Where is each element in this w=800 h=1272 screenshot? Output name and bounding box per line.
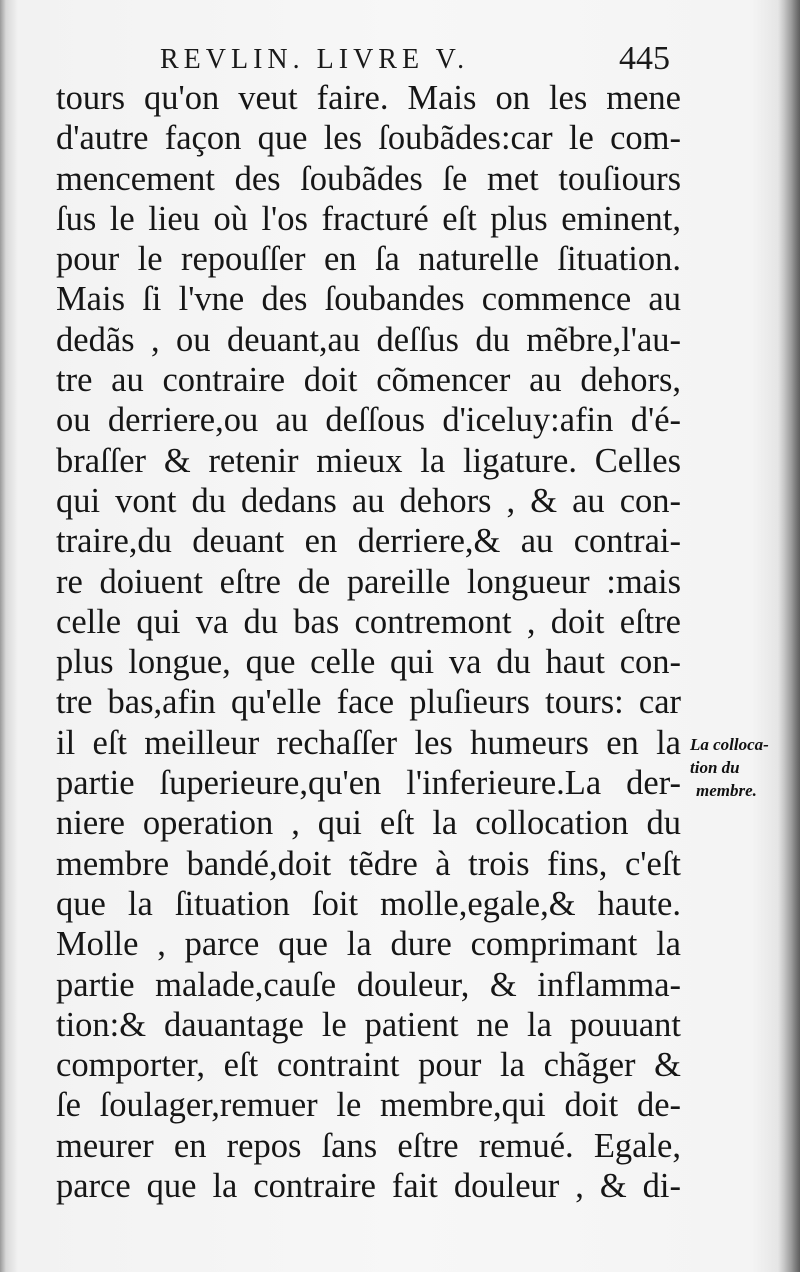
running-head xyxy=(160,40,670,80)
marginal-note xyxy=(690,733,796,802)
marginal-note-line: tion du xyxy=(690,758,740,777)
text-line: tre bas,afin qu'elle face pluſieurs tours: car xyxy=(56,683,681,722)
page-edge-shadow xyxy=(778,0,800,1272)
text-line: qui vont du dedans au dehors , & au con- xyxy=(56,481,681,520)
text-line: tre au contraire doit cõmencer au dehors, xyxy=(56,361,681,400)
text-line: tion:& dauantage le patient ne la pouuant xyxy=(56,1005,681,1044)
text-line: Molle , parce que la dure comprimant la xyxy=(56,925,681,964)
marginal-note-line: La colloca- xyxy=(690,735,769,754)
text-line: mencement des ſoubãdes ſe met touſiours xyxy=(56,159,681,198)
text-line: d'autre façon que les ſoubãdes:car le com- xyxy=(56,119,681,158)
text-line: tours qu'on veut faire. Mais on les mene xyxy=(56,79,681,117)
text-line: ſe ſoulager,remuer le membre,qui doit de- xyxy=(56,1086,681,1125)
text-line: partie ſuperieure,qu'en l'inferieure.La der- xyxy=(56,764,681,803)
text-line: braſſer & retenir mieux la ligature. Celles xyxy=(56,441,681,480)
text-line: plus longue, que celle qui va du haut con- xyxy=(56,643,681,682)
body-text xyxy=(56,78,681,1206)
text-line: re doiuent eſtre de pareille longueur :mais xyxy=(56,562,681,601)
text-line: Mais ſi l'vne des ſoubandes commence au xyxy=(56,280,681,319)
marginal-note-line: membre. xyxy=(696,781,757,800)
text-line: meurer en repos ſans eſtre remué. Egale, xyxy=(56,1126,681,1165)
text-line: il eſt meilleur rechaſſer les humeurs en la xyxy=(56,723,681,762)
text-line: dedãs , ou deuant,au deſſus du mẽbre,l'au- xyxy=(56,320,681,359)
text-line: ſus le lieu où l'os fracturé eſt plus eminent, xyxy=(56,199,681,238)
text-line: niere operation , qui eſt la collocation du xyxy=(56,804,681,843)
text-line: traire,du deuant en derriere,& au contrai- xyxy=(56,522,681,561)
running-head-title: REVLIN. LIVRE V. xyxy=(160,44,470,75)
text-line: que la ſituation ſoit molle,egale,& haute. xyxy=(56,884,681,923)
text-line: ou derriere,ou au deſſous d'iceluy:afin d'é- xyxy=(56,401,681,440)
text-line: pour le repouſſer en ſa naturelle ſituation. xyxy=(56,240,681,279)
text-line: membre bandé,doit tẽdre à trois fins, c'eſt xyxy=(56,844,681,883)
text-line: partie malade,cauſe douleur, & inflamma- xyxy=(56,965,681,1004)
page-number: 445 xyxy=(619,40,670,77)
text-line: celle qui va du bas contremont , doit eſtre xyxy=(56,602,681,641)
text-line: comporter, eſt contraint pour la chãger & xyxy=(56,1046,681,1085)
text-line: parce que la contraire fait douleur , & di- xyxy=(56,1167,681,1206)
